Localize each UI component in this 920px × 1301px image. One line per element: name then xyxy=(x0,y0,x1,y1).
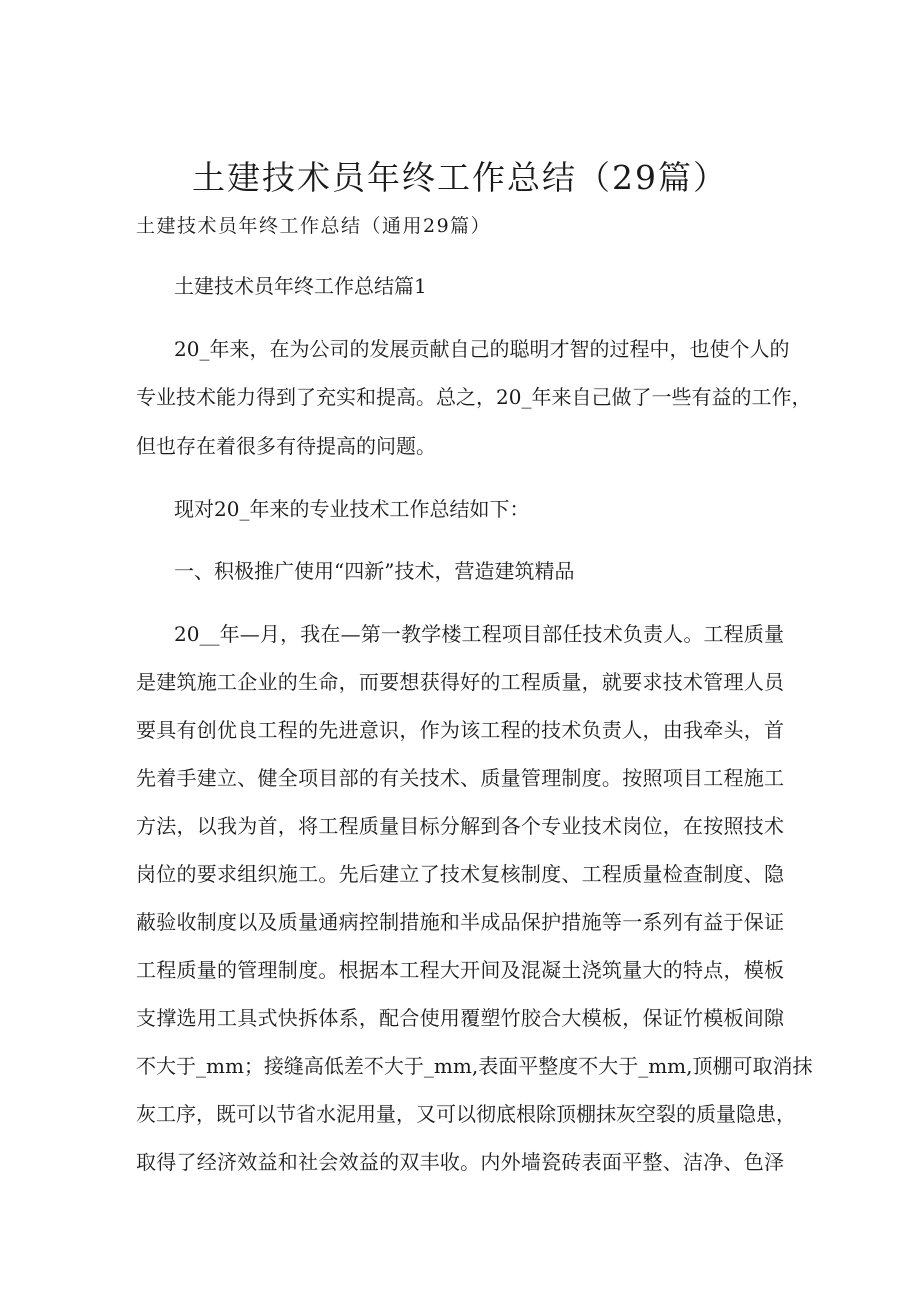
paragraph-line: 但也存在着很多有待提高的问题。 xyxy=(136,434,436,458)
paragraph-line: 20_年来，在为公司的发展贡献自己的聪明才智的过程中，也使个人的 xyxy=(174,337,790,361)
document-title: 土建技术员年终工作总结（29篇） xyxy=(192,158,728,197)
paragraph-line: 现对20_年来的专业技术工作总结如下： xyxy=(174,497,530,521)
paragraph-line: 方法，以我为首，将工程质量目标分解到各个专业技术岗位，在按照技术 xyxy=(136,814,784,838)
paragraph-line: 取得了经济效益和社会效益的双丰收。内外墙瓷砖表面平整、洁净、色泽 xyxy=(136,1150,784,1174)
paragraph-line: 先着手建立、健全项目部的有关技术、质量管理制度。按照项目工程施工 xyxy=(136,766,784,790)
paragraph-line: 是建筑施工企业的生命，而要想获得好的工程质量，就要求技术管理人员 xyxy=(136,670,784,694)
paragraph-line: 灰工序，既可以节省水泥用量，又可以彻底根除顶棚抹灰空裂的质量隐患， xyxy=(136,1102,796,1126)
paragraph-line: 不大于_mm；接缝高低差不大于_mm,表面平整度不大于_mm,顶棚可取消抹 xyxy=(136,1054,813,1078)
paragraph-line: 专业技术能力得到了充实和提高。总之，20_年来自己做了一些有益的工作， xyxy=(136,385,812,409)
section-subheading: 一、积极推广使用“四新”技术，营造建筑精品 xyxy=(174,559,575,583)
paragraph-line: 要具有创优良工程的先进意识，作为该工程的技术负责人，由我牵头，首 xyxy=(136,718,784,742)
paragraph-line: 支撑选用工具式快拆体系，配合使用覆塑竹胶合大模板，保证竹模板间隙 xyxy=(136,1006,784,1030)
paragraph-line: 20__年—月，我在—第一教学楼工程项目部任技术负责人。工程质量 xyxy=(174,622,784,646)
paragraph-line: 岗位的要求组织施工。先后建立了技术复核制度、工程质量检查制度、隐 xyxy=(136,862,784,886)
paragraph-line: 蔽验收制度以及质量通病控制措施和半成品保护措施等一系列有益于保证 xyxy=(136,910,784,934)
paragraph-line: 工程质量的管理制度。根据本工程大开间及混凝土浇筑量大的特点，模板 xyxy=(136,958,784,982)
document-subtitle: 土建技术员年终工作总结（通用29篇） xyxy=(136,215,492,237)
section-heading: 土建技术员年终工作总结篇1 xyxy=(174,274,427,298)
